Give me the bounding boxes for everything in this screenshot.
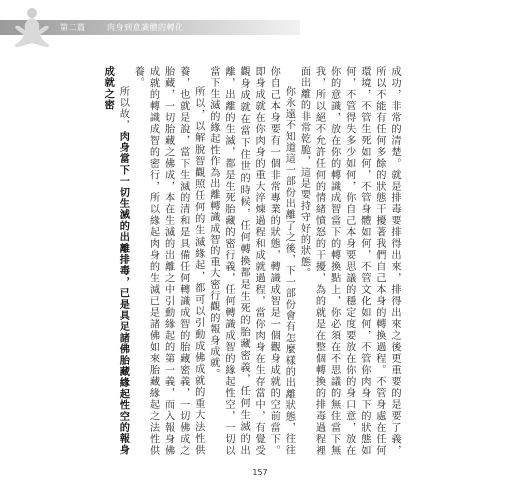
- paragraph: [130, 66, 205, 456]
- header-chapter-title: 肉身到意識體的轉化: [107, 23, 184, 32]
- text-segment: 成功，非常的清楚。就是排毒要排得出來，排得出來之後更重要的是要了義，所以不能有任何多餘的狀態干擾著我們自己本身的轉換過程。不管身處在任何環境，不管生死如何，不管身體如何，不管文化如何，不管你肉身下的狀態如何，不管得失多少如何，你自己本身要思議的穩定度要放在你的身口意，放在你的意識，放在你的轉識成智當下的轉換點上，你必須在不思議的無住當下無我，所以絕不允許任何的情緒憤怒的干擾，為的就是在整個轉換的排毒過程裡面出離的非常乾脆，這是要持守好的狀態。: [298, 66, 400, 456]
- paragraph: [206, 66, 297, 456]
- text-segment: 所以，以解脫智觀照任何的生滅緣起，都可以引動成佛成就的重大法性供養，也就是說，當下生滅的清和是具備任何轉識成智的胎藏密義，一切佛成之胎藏，一切胎藏之佛成，本在生滅的出離之中引動緣起的第一義，而入報身佛成就的轉識成智的密行，所以緣起肉身的生滅已是諸佛如來胎藏緣起之法性供養。: [132, 66, 204, 456]
- page-number: 157: [252, 468, 268, 477]
- paragraph: [100, 66, 130, 456]
- bold-text-segment: 肉身當下一切生滅的出離排毒，已是具足諸佛胎藏緣起性空的報身成就之密: [102, 66, 129, 457]
- text-segment: 你永遠不知道這一部份出離了之後，下一部份會有怎麼樣的出離狀態，往往你自己本身要有一個非常專業的狀態，轉識成智是一個觀身成就的空前當下。即身成就在你肉身的重大淬煉過程和成就過程，當你肉身在生存當中，有覺受觀身成就在當下住世的時候，任何轉換都是生死的胎藏密義，任何生滅的出離，出離的生滅，都是生死胎藏的密行義，任何轉識成智的緣起性空，一切以當下生滅的緣起性作為出離轉識成智的重大密行觀的報身成就。: [207, 66, 295, 456]
- text-segment: 所以故，: [117, 86, 129, 132]
- vertical-body-text: [102, 66, 402, 457]
- header-section-label: 第二篇: [60, 23, 86, 32]
- paragraph: [296, 66, 402, 456]
- page-header: [0, 0, 520, 60]
- yoga-meditation-icon: [12, 6, 52, 52]
